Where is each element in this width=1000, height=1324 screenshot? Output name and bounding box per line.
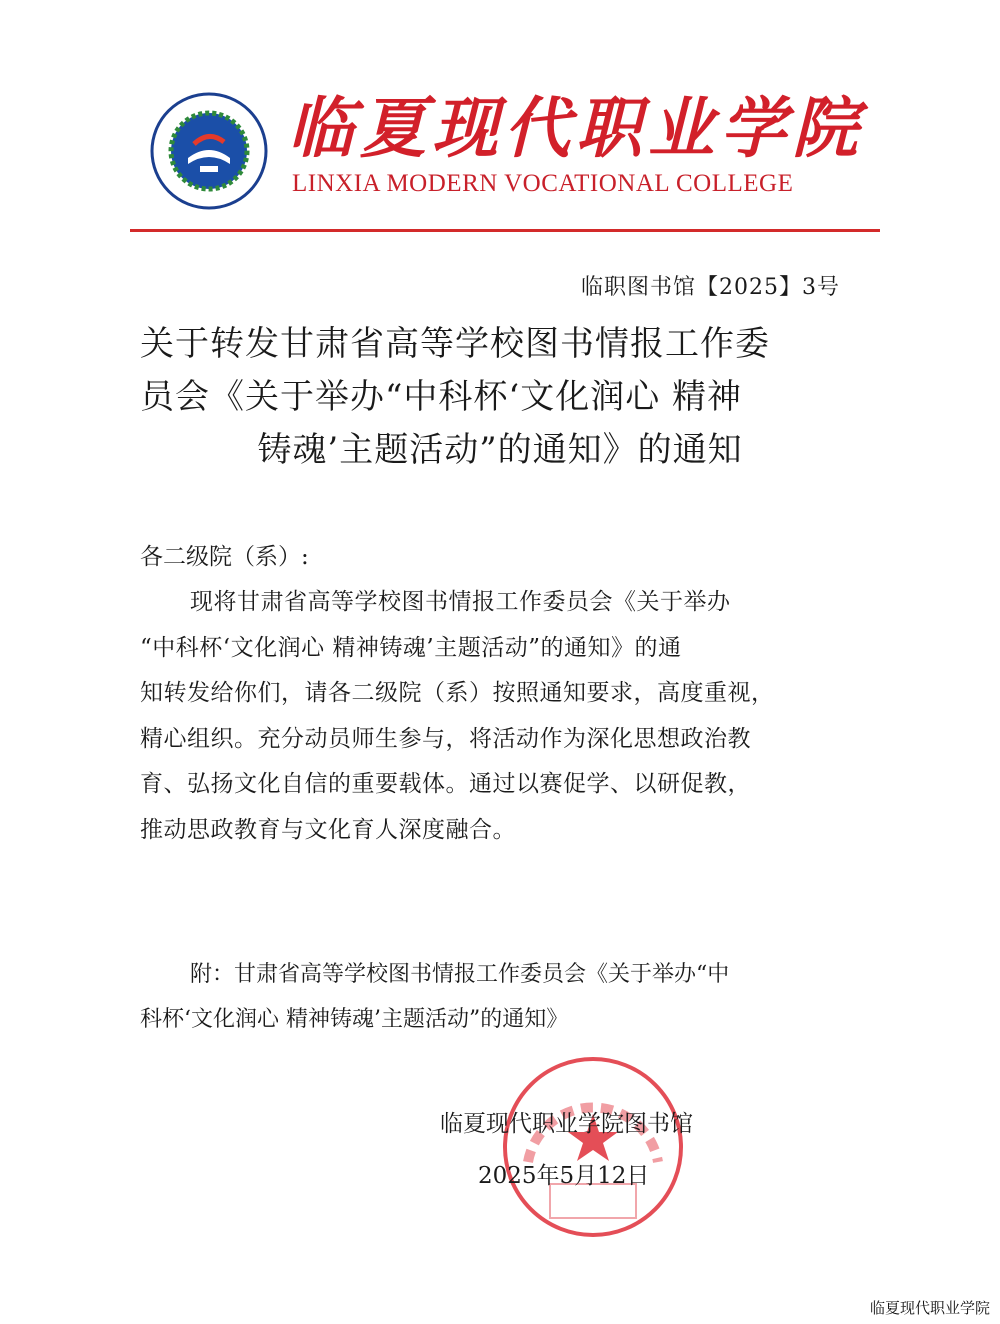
body-line: 推动思政教育与文化育人深度融合。	[140, 816, 516, 843]
body-line: 精心组织。充分动员师生参与，将活动作为深化思想政治教	[140, 725, 751, 752]
issue-date: 2025年5月12日	[478, 1163, 650, 1189]
signer: 临夏现代职业学院图书馆	[440, 1111, 693, 1137]
attachment-line: 附：甘肃省高等学校图书情报工作委员会《关于举办“中	[190, 962, 730, 987]
title-line: 员会《关于举办“中科杯‘文化润心 精神	[140, 377, 742, 417]
body-line: 知转发给你们，请各二级院（系）按照通知要求，高度重视，	[140, 680, 775, 706]
attachment-line: 科杯‘文化润心 精神铸魂’主题活动”的通知》	[140, 1007, 569, 1032]
letterhead	[0, 0, 1000, 240]
addressee: 各二级院（系）:	[140, 544, 309, 570]
college-name-en: LINXIA MODERN VOCATIONAL COLLEGE	[292, 170, 794, 197]
body-line: 育、弘扬文化自信的重要载体。通过以赛促学、以研促教，	[140, 771, 751, 797]
footer-watermark: 临夏现代职业学院	[869, 1299, 990, 1317]
document-number: 临职图书馆【2025】3号	[581, 275, 840, 300]
college-name-cn: 临夏现代职业学院	[288, 89, 864, 167]
official-seal	[498, 1052, 688, 1242]
document-body	[140, 580, 855, 853]
header-divider	[130, 229, 880, 232]
body-line: “中科杯‘文化润心 精神铸魂’主题活动”的通知》的通	[140, 634, 682, 661]
document-title	[140, 318, 860, 477]
attachment-note	[140, 952, 855, 1042]
title-line: 关于转发甘肃省高等学校图书情报工作委	[140, 324, 770, 364]
college-logo	[150, 92, 268, 210]
title-line: 铸魂’主题活动”的通知》的通知	[257, 430, 743, 470]
body-line: 现将甘肃省高等学校图书情报工作委员会《关于举办	[190, 589, 731, 615]
